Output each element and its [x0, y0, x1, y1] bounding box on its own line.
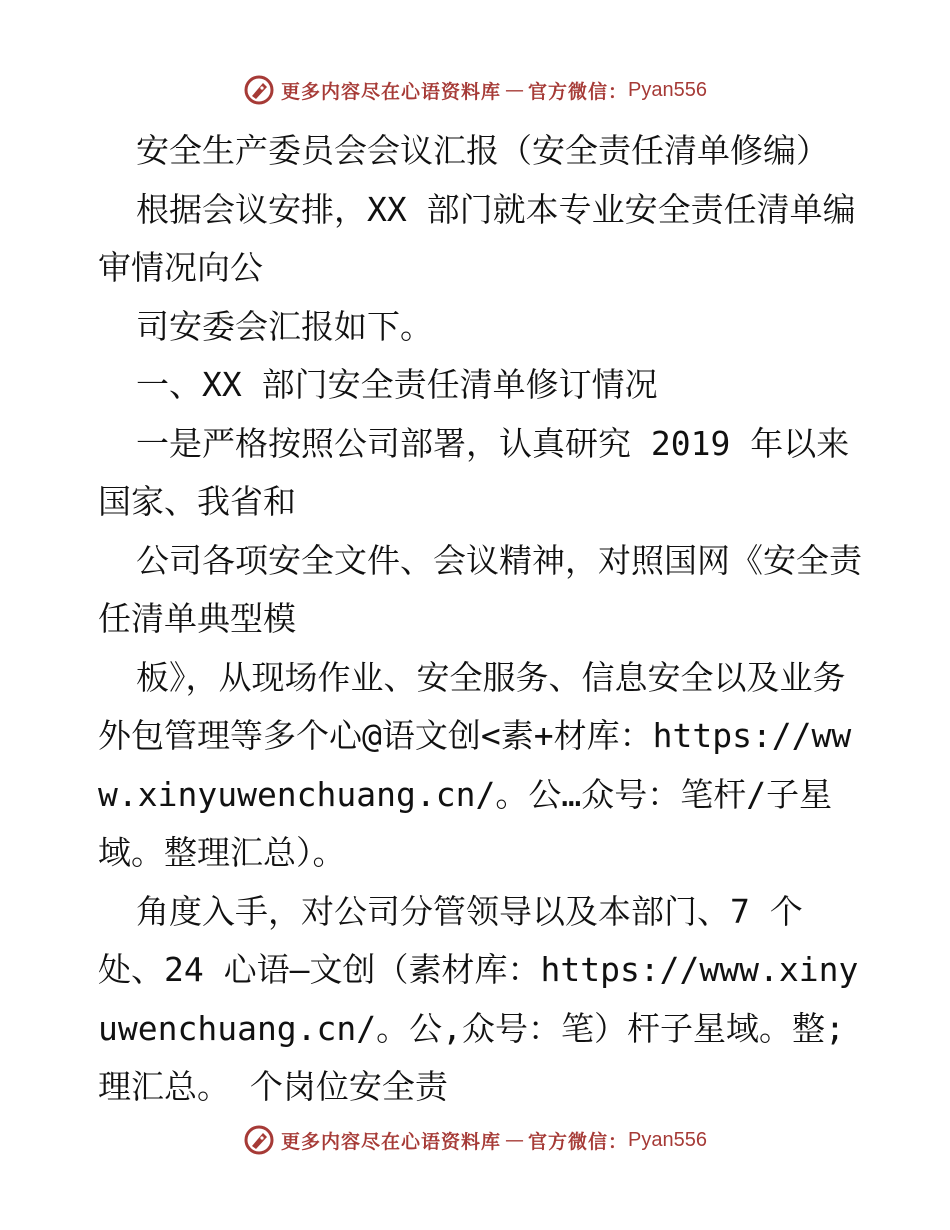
header-brand-text: 更多内容尽在心语资料库 [281, 80, 502, 103]
paragraph: 司安委会汇报如下。 [136, 306, 433, 346]
header-wechat-id: Pyan556 [628, 78, 707, 101]
pen-nib-logo-icon [243, 74, 275, 106]
pen-nib-logo-icon [243, 1124, 275, 1156]
section-heading: 一、XX 部门安全责任清单修订情况 [136, 365, 658, 404]
footer-separator: — [505, 1129, 525, 1151]
paragraph-title: 安全生产委员会会议汇报（安全责任清单修编） [136, 131, 829, 170]
footer-banner [0, 1120, 950, 1160]
header-wechat-label: 官方微信： [528, 80, 629, 103]
footer-wechat-id: Pyan556 [628, 1128, 707, 1151]
paragraph: 一是严格按照公司部署，认真研究 2019 年以来国家、我省和 [98, 423, 850, 521]
footer-wechat-label: 官方微信： [528, 1130, 629, 1153]
paragraph: 根据会议安排，XX 部门就本专业安全责任清单编审情况向公 [98, 189, 856, 287]
paragraph: 公司各项安全文件、会议精神，对照国网《安全责任清单典型模 [98, 540, 862, 638]
paragraph: 板》，从现场作业、安全服务、信息安全以及业务外包管理等多个心@语文创<素+材库：https://www.xinyuwenchuang.cn/。公…众号：笔杆/子星域。整理汇总）。 [98, 657, 852, 872]
header-separator: — [505, 79, 525, 101]
header-banner [0, 70, 950, 110]
document-body [98, 122, 868, 1117]
footer-brand-text: 更多内容尽在心语资料库 [281, 1130, 502, 1153]
paragraph: 角度入手，对公司分管领导以及本部门、7 个处、24 心语—文创（素材库：https://www.xinyuwenchuang.cn/。公,众号：笔）杆子星域。整;理汇总。 个岗位安全责 [98, 891, 859, 1106]
